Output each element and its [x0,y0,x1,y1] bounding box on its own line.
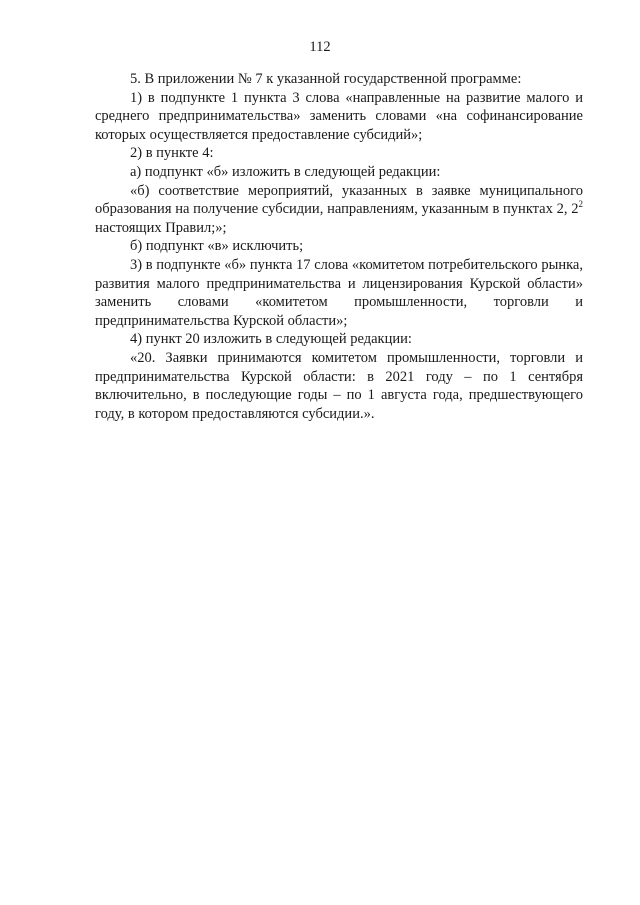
document-body [95,70,583,423]
paragraph-quoted-20: «20. Заявки принимаются комитетом промышленности, торговли и предпринимательства Курской области: в 2021 году – по 1 сентября включительно, в последующие годы – по 1 августа года, предшествующего году, в котором предоставляются субсидии.». [95,349,583,422]
superscript-number: 2 [578,199,583,210]
page-number: 112 [309,39,331,55]
paragraph-subitem-1: 1) в подпункте 1 пункта 3 слова «направленные на развитие малого и среднего предпринимательства» заменить словами «на софинансирование которых осуществляется предоставление субсидий»; [95,89,583,143]
paragraph-subitem-2: 2) в пункте 4: [130,145,214,162]
quoted-b-text: «б) соответствие мероприятий, указанных в заявке муниципального образования на получение субсидии, направлениям, указанным в пунктах 2, 2 [95,182,583,218]
paragraph-subitem-4: 4) пункт 20 изложить в следующей редакции: [130,331,412,348]
paragraph-item-5-heading: 5. В приложении № 7 к указанной государственной программе: [130,71,522,87]
paragraph-subitem-2a: а) подпункт «б» изложить в следующей редакции: [130,163,441,180]
paragraph-subitem-2b: б) подпункт «в» исключить; [130,238,304,255]
quoted-b-text-end: настоящих Правил;»; [95,219,227,236]
paragraph-quoted-b [95,182,583,238]
paragraph-subitem-3: 3) в подпункте «б» пункта 17 слова «комитетом потребительского рынка, развития малого предпринимательства и лицензирования Курской области» заменить словами «комитетом промышленности, торговли и предпринимательства Курской области»; [95,256,583,329]
